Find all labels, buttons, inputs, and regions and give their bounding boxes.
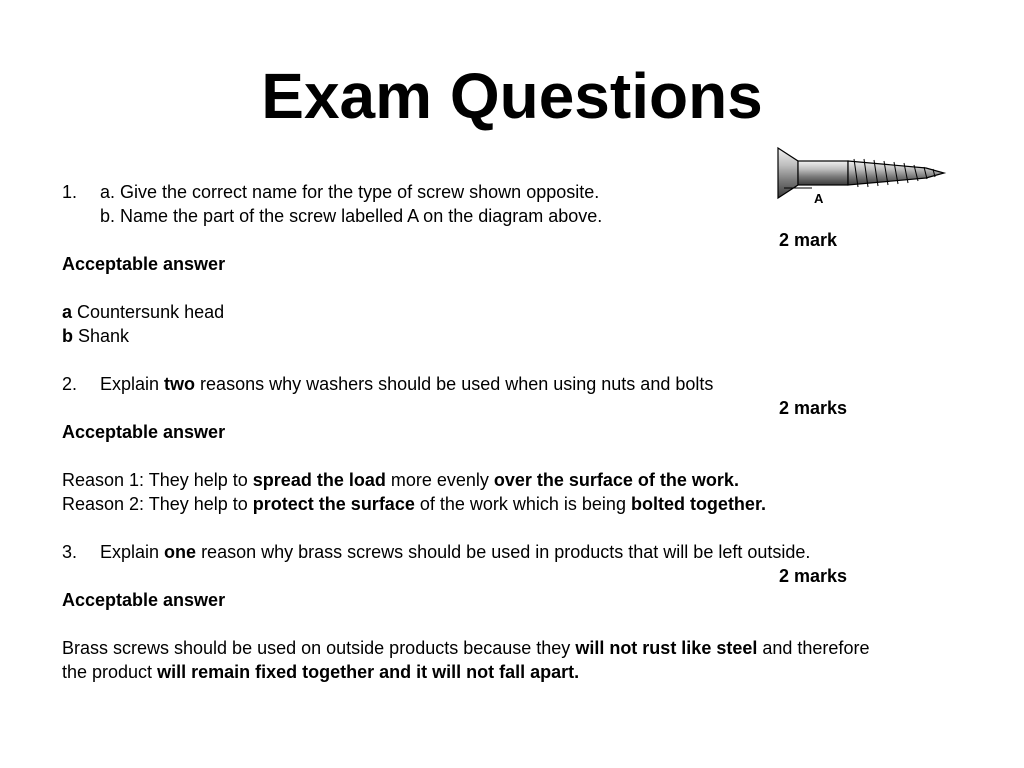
answer-1b: b Shank [62, 326, 130, 346]
question-2-marks: 2 marks [779, 398, 848, 418]
question-1a-text: a. Give the correct name for the type of screw shown opposite. [100, 182, 600, 202]
question-3-answer-heading: Acceptable answer [62, 590, 226, 610]
countersunk-screw-diagram [776, 146, 948, 208]
page-title: Exam Questions [261, 60, 763, 132]
question-1-marks: 2 mark [779, 230, 838, 250]
question-3-text: Explain one reason why brass screws should be used in products that will be left outside. [100, 542, 811, 562]
question-2-number: 2. [62, 374, 78, 394]
answer-3-line-1: Brass screws should be used on outside products because they will not rust like steel and therefore [62, 638, 870, 658]
answer-1a: a Countersunk head [62, 302, 225, 322]
answer-3-line-2: the product will remain fixed together and it will not fall apart. [62, 662, 580, 682]
answer-2-reason-2: Reason 2: They help to protect the surface of the work which is being bolted together. [62, 494, 766, 514]
answer-2-reason-1: Reason 1: They help to spread the load more evenly over the surface of the work. [62, 470, 739, 490]
question-2-text: Explain two reasons why washers should be used when using nuts and bolts [100, 374, 714, 394]
question-1-answer-heading: Acceptable answer [62, 254, 226, 274]
label-a: A [814, 191, 824, 206]
question-1-number: 1. [62, 182, 78, 202]
question-3-number: 3. [62, 542, 78, 562]
question-1b-text: b. Name the part of the screw labelled A on the diagram above. [100, 206, 603, 226]
question-2-answer-heading: Acceptable answer [62, 422, 226, 442]
question-3-marks: 2 marks [779, 566, 848, 586]
